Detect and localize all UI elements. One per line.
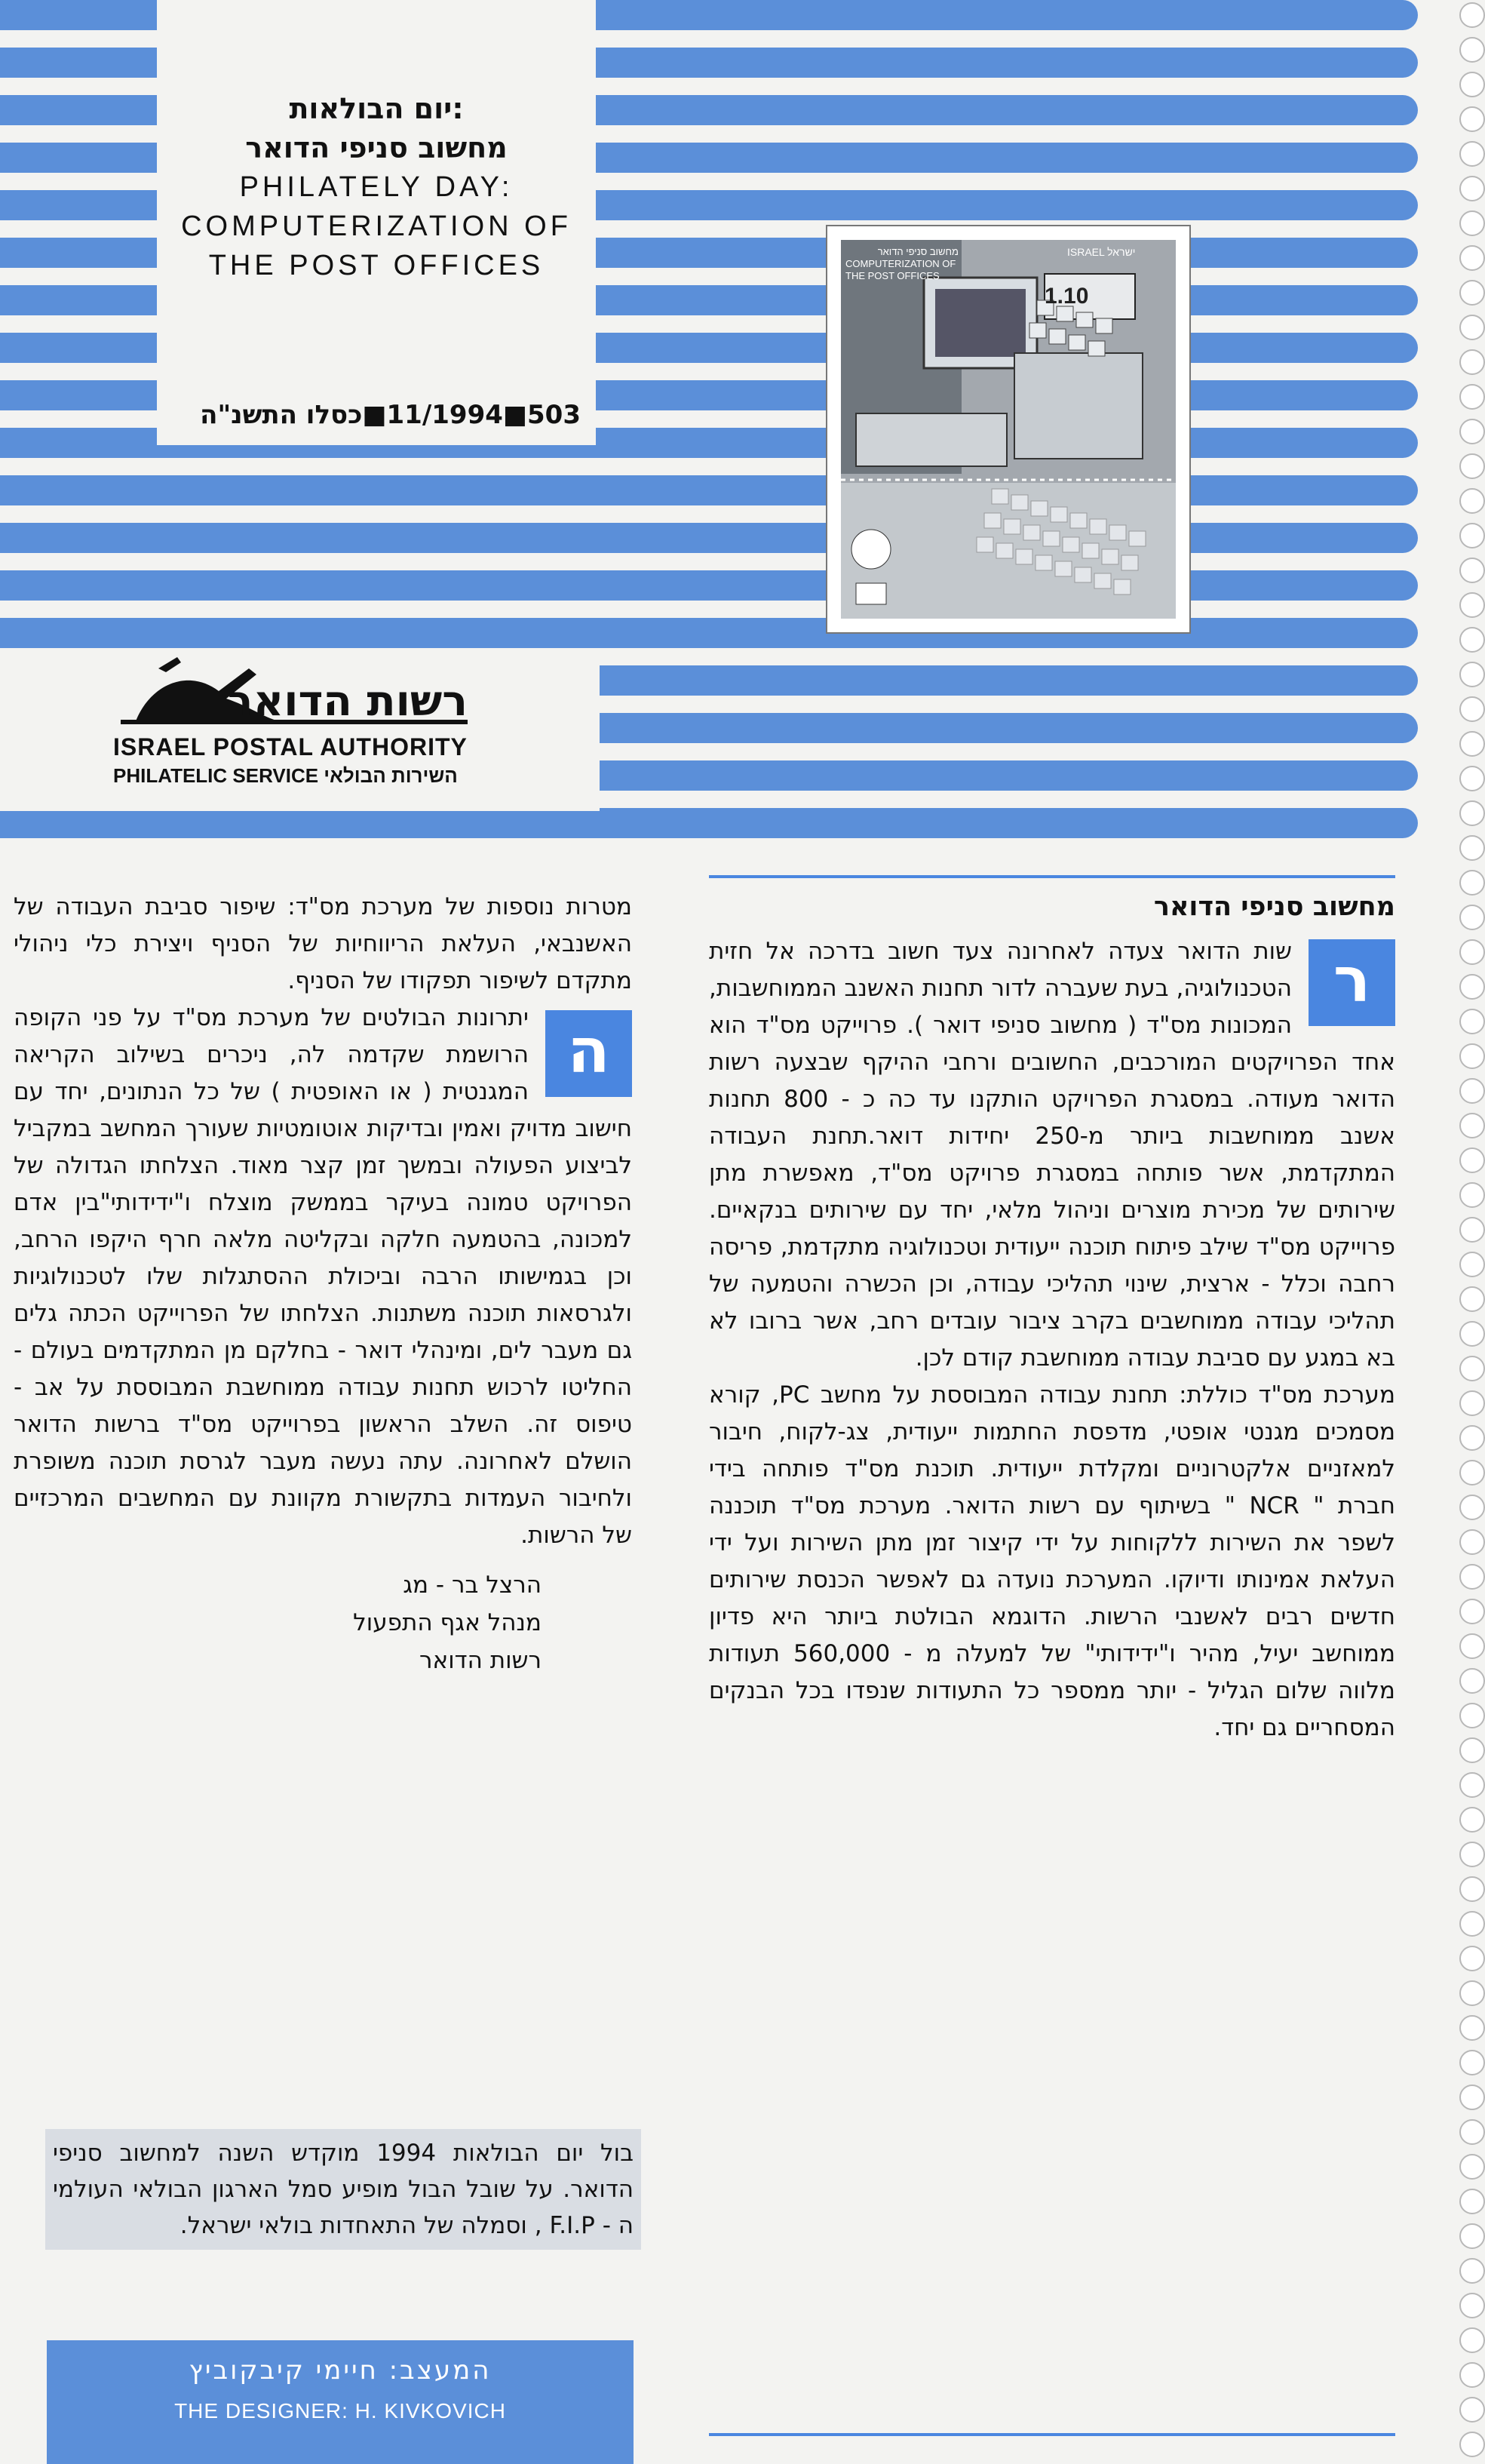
banner-stripe xyxy=(0,475,1418,505)
perforation-hole xyxy=(1460,1530,1484,1554)
perforation-hole xyxy=(1460,211,1484,235)
authority-block xyxy=(0,649,600,811)
dropcap-he: ה xyxy=(545,1010,632,1097)
philatelic-service: PHILATELIC SERVICE השירות הבולאי xyxy=(113,764,458,787)
perforation-hole xyxy=(1460,1599,1484,1624)
article-left-column xyxy=(14,889,632,1679)
perforation-hole xyxy=(1460,940,1484,964)
perforation-hole xyxy=(1460,1981,1484,2005)
perforation-hole xyxy=(1460,385,1484,409)
banner-stripe xyxy=(0,618,1418,648)
perforation-hole xyxy=(1460,2398,1484,2422)
signature-role: מנהל אגף התפעול xyxy=(353,1609,542,1636)
perforation-hole xyxy=(1460,662,1484,687)
perforation-hole xyxy=(1460,1946,1484,1971)
perforation-hole xyxy=(1460,975,1484,999)
perforation-hole xyxy=(1460,628,1484,652)
article-paragraph-4: יתרונות הבולטים של מערכת מס"ד על פני הקופה הרושמת שקדמה לה, ניכרים בשילוב הקריאה המגנטית ( או האופטית ) של כל הנתונים, יחד עם חישוב מדויק ואמין ובדיקות אוטומטיות שעורך המחשב במקביל לביצוע הפעולה ובמשך זמן קצר מאוד. הצלחתו הגדולה של הפרויקט טמונה בעיקר בממשק מוצלח ו"ידידותי"בין אדם למכונה, בהטמעה חלקה ובקליטה מלאה חרף היקפו הרחב, וכן בגמישותו הרבה וביכולת ההסתגלות שלו לטכנולוגיות ולגרסאות תוכנה משתנות. הצלחתו של הפרוייקט הכתה גלים גם מעבר לים, ומינהלי דואר - בחלקם מן המתקדמים בעולם - החליטו לרכוש תחנות עבודה ממוחשבת המבוססת על אב - טיפוס זה. השלב הראשון בפרוייקט מס"ד ברשות הדואר הושלם לאחרונה. עתה נעשה מעבר לגרסת תוכנה משופרת ולחיבור העמדות בתקשורת מקוונת עם המחשבים המרכזיים של הרשות. xyxy=(14,1004,632,1549)
stamp-note: בול יום הבולאות 1994 מוקדש השנה למחשוב סניפי הדואר. על שובל הבול מופיע סמל הארגון הבולאי העולמי ה - F.I.P , וסמלה של התאחדות בולאי ישראל. xyxy=(53,2140,634,2239)
perforation-hole xyxy=(1460,836,1484,860)
right-column-bottom-rule xyxy=(709,2433,1395,2436)
stamp-artwork xyxy=(841,240,1176,619)
perforation-hole xyxy=(1460,1495,1484,1519)
perforation-hole xyxy=(1460,1461,1484,1485)
perforation-hole xyxy=(1460,1252,1484,1277)
perforation-hole xyxy=(1460,2016,1484,2040)
authority-name-en: ISRAEL POSTAL AUTHORITY xyxy=(113,733,468,760)
perforation-hole xyxy=(1460,454,1484,478)
perforation-hole xyxy=(1460,1669,1484,1693)
perforation-hole xyxy=(1460,1391,1484,1415)
perforation-hole xyxy=(1460,1877,1484,1901)
perforation-hole xyxy=(1460,1634,1484,1658)
perforation-hole xyxy=(1460,38,1484,62)
perforation-hole xyxy=(1460,2189,1484,2214)
signature-name: הרצל בר - מג xyxy=(403,1571,542,1599)
title-he-line1: יום הבולאות: xyxy=(289,92,464,125)
perforation-hole xyxy=(1460,1114,1484,1138)
perforation-hole xyxy=(1460,72,1484,97)
designer-he: המעצב: חיימי קיבקוביץ xyxy=(189,2355,492,2386)
stamp-image xyxy=(826,225,1191,634)
perforation-hole xyxy=(1460,142,1484,166)
article-title: מחשוב סניפי הדואר xyxy=(1153,892,1395,922)
perforation-hole xyxy=(1460,767,1484,791)
perforation-hole xyxy=(1460,1148,1484,1172)
stamp-value: 1.10 xyxy=(1045,284,1089,309)
title-box xyxy=(157,0,596,445)
perforation-hole xyxy=(1460,1044,1484,1068)
perforation-hole xyxy=(1460,1808,1484,1832)
stamp-title-en: COMPUTERIZATION OF THE POST OFFICES xyxy=(845,258,956,281)
perforation-hole xyxy=(1460,905,1484,929)
stamp-title-he: מחשוב סניפי הדואר xyxy=(877,246,959,257)
stamp-country: ISRAEL ישראל xyxy=(1067,246,1136,258)
article-paragraph-3: מטרות נוספות של מערכת מס"ד: שיפור סביבת העבודה של האשנבאי, העלאת הריווחיות של הסניף ויצירת כלי ניהולי מתקדם לשיפור תפקודו של הסניף. xyxy=(14,893,632,994)
stamp-note-box xyxy=(45,2129,641,2250)
perforation-hole xyxy=(1460,2155,1484,2179)
perforation-hole xyxy=(1460,489,1484,513)
title-en-line3: THE POST OFFICES xyxy=(208,250,545,281)
stamp-illustration xyxy=(841,240,1176,619)
perforation-hole xyxy=(1460,1009,1484,1034)
perforation-hole xyxy=(1460,3,1484,27)
perforation-hole xyxy=(1460,350,1484,374)
perforation-hole xyxy=(1460,593,1484,617)
perforation-hole xyxy=(1460,2328,1484,2352)
perforation-hole xyxy=(1460,177,1484,201)
perforation-hole xyxy=(1460,281,1484,305)
article-paragraph-1: שות הדואר צעדה לאחרונה צעד חשוב בדרכה אל חזית הטכנולוגיה, בעת שעברה לדור תחנות האשנב הממוחשבות, המכונות מס"ד ( מחשוב סניפי דואר ). פרוייקט מס"ד הוא אחד הפרויקטים המורכבים, החשובים ורחבי ההיקף שבצעה רשות הדואר מעודה. במסגרת הפרויקט הותקנו עד כה כ - 800 תחנות אשנב ממוחשבות ביותר מ-250 יחידות דואר.תחנת העבודה המתקדמת, אשר פותחה במסגרת פרויקט מס"ד, מאפשרת מתן שירותים של מכירת מוצרים וניהול מלאי, יחד עם שירותים בנקאיים. פרוייקט מס"ד שילב פיתוח תוכנה ייעודית וטכנולוגיה מתקדמת, פריסה רחבה וכלל - ארצית, שינוי תהליכי עבודה, וכן הכשרה והטמעה של תהליכי עבודה ממוחשבים בקרב ציבור עובדים רחב, אשר ברובו לא בא במגע עם סביבת עבודה ממוחשבת קודם לכן. xyxy=(709,938,1396,1372)
perforation-hole xyxy=(1460,1426,1484,1450)
perforation-hole xyxy=(1460,1912,1484,1936)
logo-text-he: רשות הדואר xyxy=(227,677,468,726)
perforation-hole xyxy=(1460,2120,1484,2144)
perforation-hole xyxy=(1460,1322,1484,1346)
stamp-caption xyxy=(845,246,959,282)
right-column-top-rule xyxy=(709,875,1395,878)
perforated-edge xyxy=(1418,0,1485,2464)
perforation-hole xyxy=(1460,1287,1484,1311)
designer-en: THE DESIGNER: H. KIVKOVICH xyxy=(174,2399,506,2423)
perforation-hole xyxy=(1460,732,1484,756)
postal-authority-logo xyxy=(106,653,483,729)
designer-credit xyxy=(47,2340,634,2464)
perforation-hole xyxy=(1460,2363,1484,2387)
perforation-hole xyxy=(1460,1704,1484,1728)
perforation-hole xyxy=(1460,2051,1484,2075)
banner-stripe xyxy=(0,523,1418,553)
article-paragraph-2: מערכת מס"ד כוללת: תחנת עבודה המבוססת על מחשב PC, קורא מסמכים מגנטי אופטי, מדפסת החתמות ייעודית, צג-לקוח, חיבור למאזניים אלקטרוניים ומקלדת ייעודית. תוכנת מס"ד פותחה בידי חברת " NCR " בשיתוף עם רשות הדואר. מערכת מס"ד תוכננה לשפר את השירות ללקוחות על ידי קיצור זמן מתן השירות ועל ידי העלאת אמינותו ודיוקו. המערכת נועדה גם לאפשר הכנסת שירותים חדשים רבים לאשנבי הרשות. הדוגמא הבולטת ביותר היא פדיון ממוחשב יעיל, מהיר ו"ידידותי" של למעלה מ - 560,000 תעודות מלווה שלום הגליל - יותר ממספר כל התעודות שנפדו בכל הבנקים המסחריים גם יחד. xyxy=(709,1381,1396,1741)
title-en-line2: COMPUTERIZATION OF xyxy=(181,210,572,242)
dropcap-resh: ר xyxy=(1309,939,1395,1026)
banner-stripe xyxy=(0,808,1418,838)
perforation-hole xyxy=(1460,1842,1484,1866)
perforation-hole xyxy=(1460,1356,1484,1381)
perforation-hole xyxy=(1460,2085,1484,2109)
perforation-hole xyxy=(1460,1079,1484,1103)
title-en-line1: PHILATELY DAY: xyxy=(239,171,514,203)
perforation-hole xyxy=(1460,1565,1484,1589)
perforation-hole xyxy=(1460,524,1484,548)
perforation-hole xyxy=(1460,2259,1484,2283)
perforation-hole xyxy=(1460,246,1484,270)
perforation-hole xyxy=(1460,107,1484,131)
signature-org: רשות הדואר xyxy=(419,1647,542,1674)
article-right-column xyxy=(709,889,1395,1747)
perforation-hole xyxy=(1460,1183,1484,1207)
perforation-hole xyxy=(1460,2432,1484,2456)
perforation-hole xyxy=(1460,871,1484,895)
perforation-hole xyxy=(1460,2293,1484,2318)
title-he-line2: מחשוב סניפי הדואר xyxy=(245,131,508,164)
perforation-hole xyxy=(1460,315,1484,339)
banner-stripe xyxy=(0,570,1418,601)
perforation-hole xyxy=(1460,697,1484,721)
perforation-hole xyxy=(1460,419,1484,444)
issue-line: 503■11/1994■כסלו התשנ"ה xyxy=(200,400,581,430)
perforation-hole xyxy=(1460,2224,1484,2248)
perforation-hole xyxy=(1460,1773,1484,1797)
perforation-hole xyxy=(1460,1738,1484,1762)
perforation-hole xyxy=(1460,1218,1484,1242)
perforation-hole xyxy=(1460,801,1484,825)
header-banner xyxy=(0,0,1418,841)
perforation-hole xyxy=(1460,558,1484,582)
